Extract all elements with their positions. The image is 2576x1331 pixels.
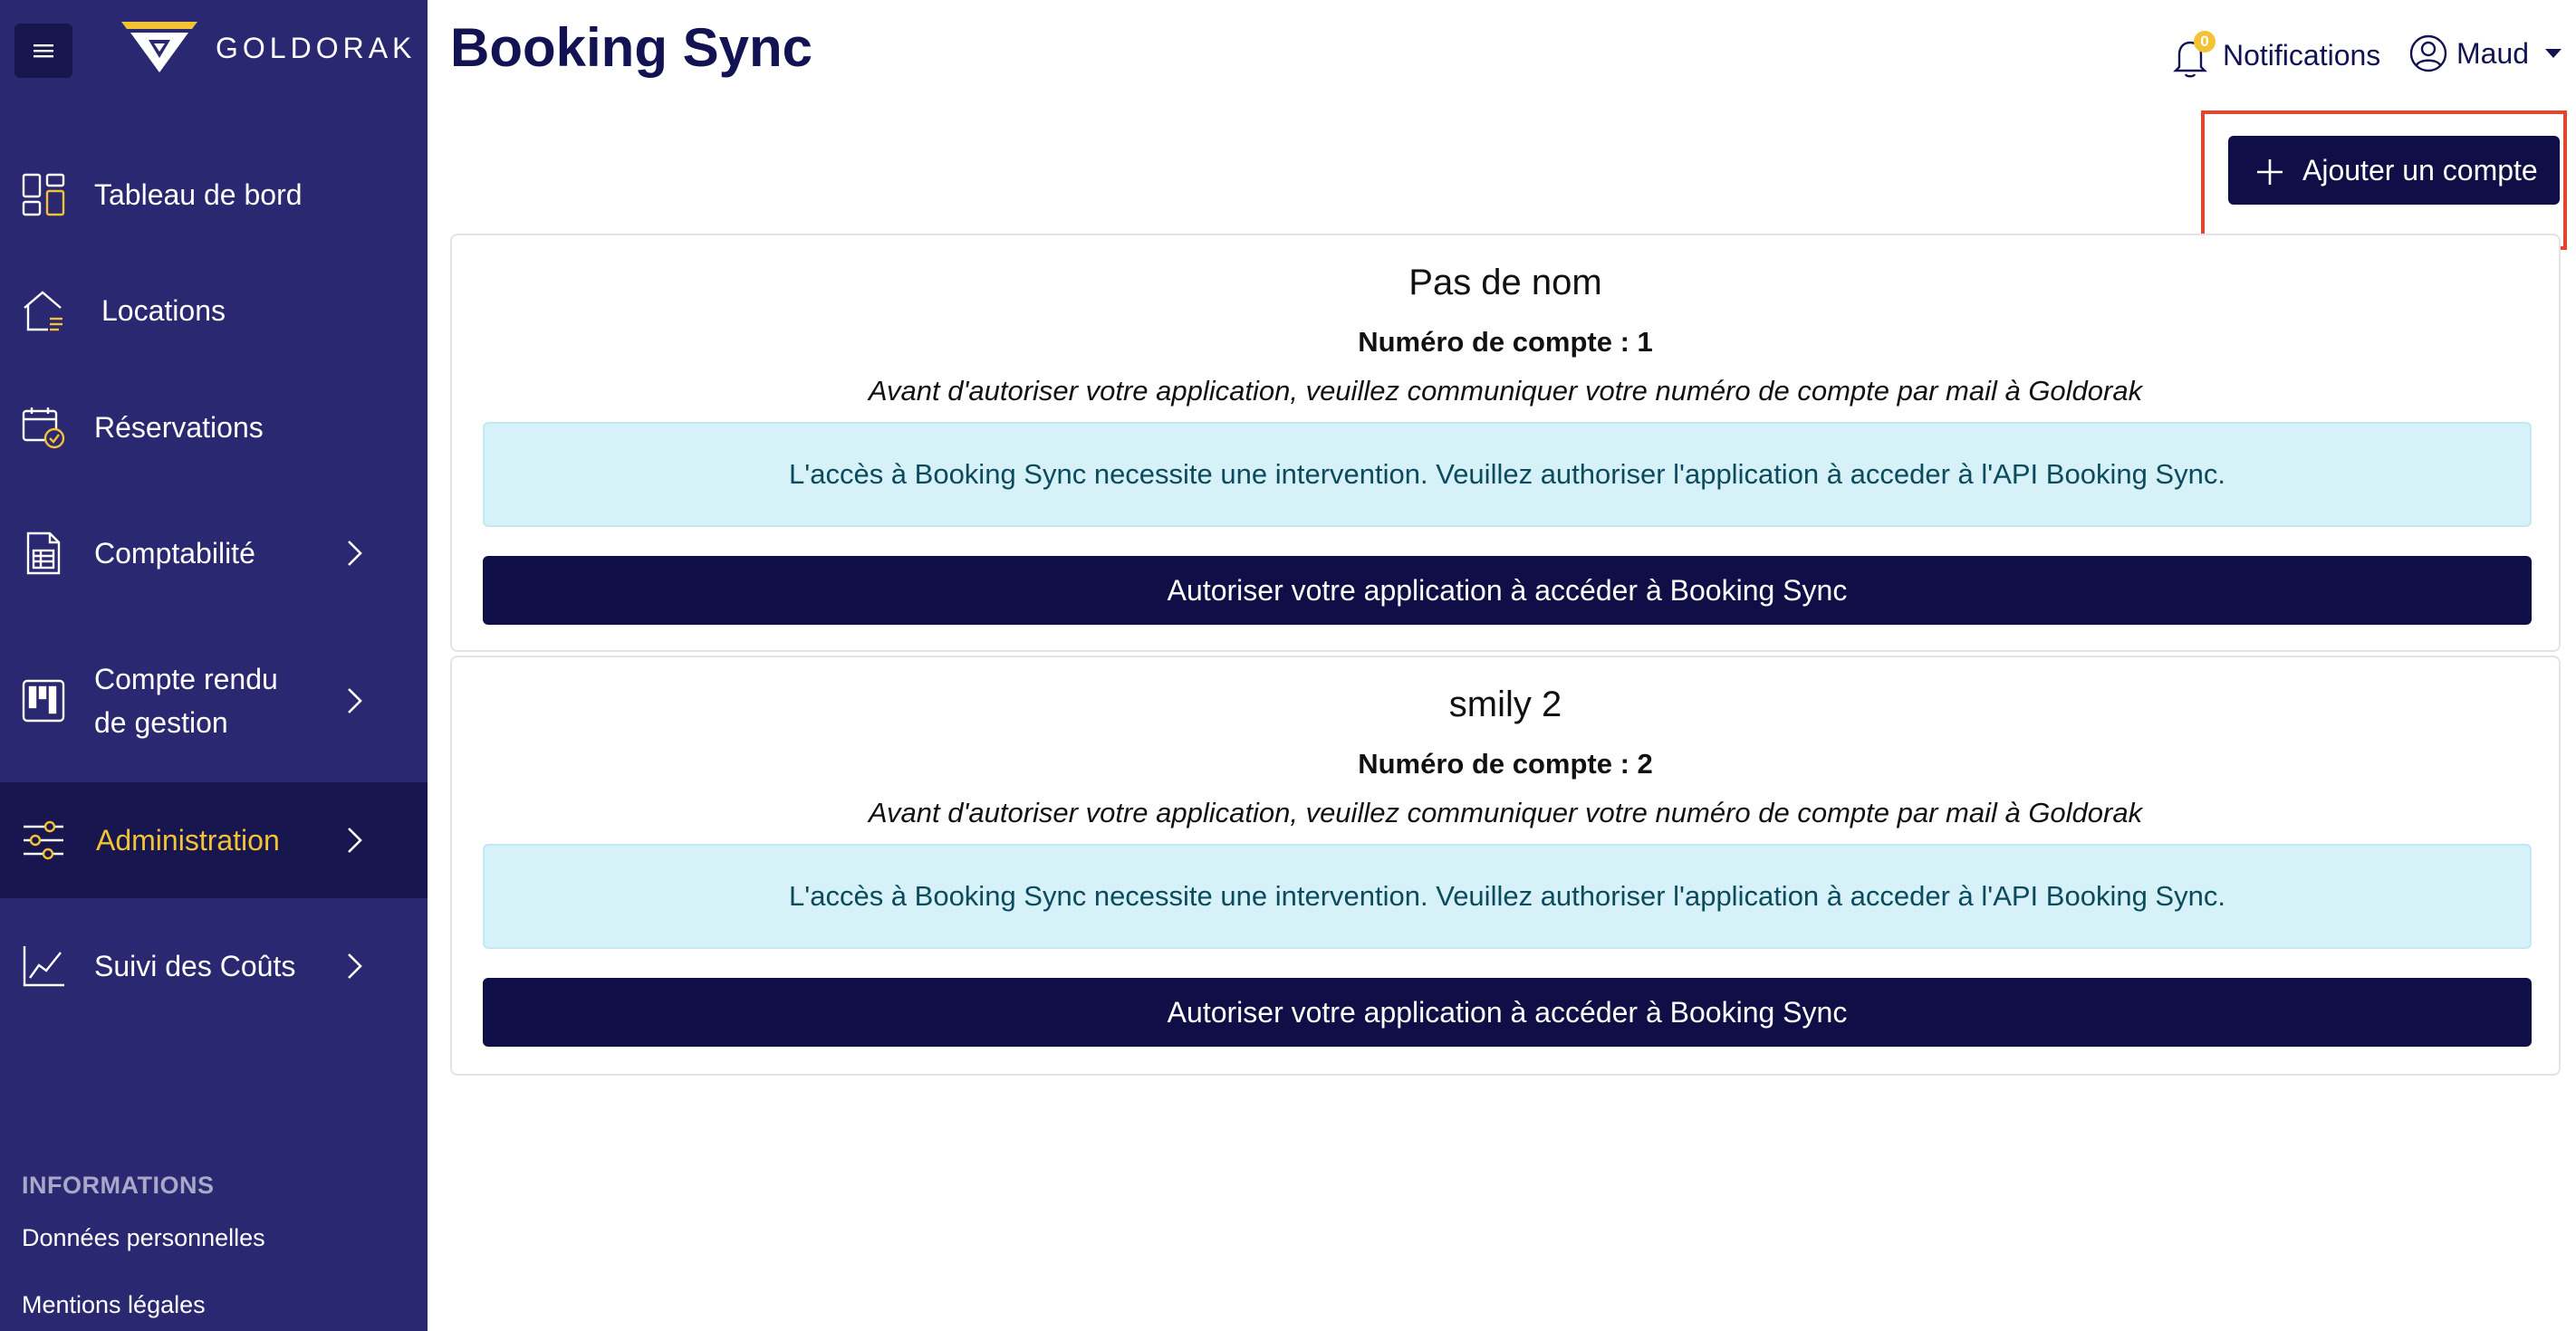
home-icon: [20, 287, 67, 334]
notifications-label: Notifications: [2223, 38, 2381, 72]
account-name: smily 2: [1448, 685, 1562, 724]
account-number: Numéro de compte : 1: [1358, 326, 1653, 358]
sidebar-item-label-line2: de gestion: [94, 706, 228, 739]
authorize-booking-sync-button[interactable]: Autoriser votre application à accéder à Booking Sync: [483, 978, 2532, 1047]
sliders-icon: [20, 817, 67, 864]
spreadsheet-icon: [20, 530, 67, 577]
sidebar-item-suivi-couts[interactable]: [0, 943, 428, 989]
chevron-right-icon: [342, 825, 366, 856]
account-note: Avant d'autoriser votre application, veuillez communiquer votre numéro de compte par mail à Goldorak: [868, 375, 2143, 407]
info-section-title: INFORMATIONS: [22, 1172, 215, 1199]
menu-toggle-button[interactable]: [14, 24, 72, 78]
sidebar: [0, 0, 428, 1331]
notifications-button[interactable]: [2172, 31, 2380, 80]
notification-count-badge: 0: [2194, 31, 2216, 53]
account-note: Avant d'autoriser votre application, veuillez communiquer votre numéro de compte par mail à Goldorak: [868, 797, 2143, 828]
sidebar-item-locations[interactable]: [0, 288, 428, 333]
dashboard-icon: [20, 171, 67, 218]
sidebar-item-comptabilite[interactable]: [0, 531, 428, 576]
sidebar-item-label-line1: Compte rendu: [94, 663, 278, 695]
legal-notice-link[interactable]: Mentions légales: [22, 1291, 206, 1318]
user-avatar-icon: [2409, 34, 2447, 72]
chevron-right-icon: [342, 685, 366, 716]
personal-data-link[interactable]: Données personnelles: [22, 1224, 265, 1251]
page-title: Booking Sync: [450, 17, 813, 78]
add-account-button[interactable]: [2228, 136, 2560, 205]
hamburger-icon: [34, 43, 53, 59]
brand-name: GOLDORAK: [216, 31, 417, 64]
sidebar-item-dashboard[interactable]: [0, 172, 428, 217]
info-alert: L'accès à Booking Sync necessite une intervention. Veuillez authoriser l'application à acceder à l'API Booking Sync.: [483, 844, 2532, 949]
chevron-right-icon: [342, 951, 366, 981]
add-account-label: Ajouter un compte: [2302, 154, 2538, 187]
user-name: Maud: [2456, 36, 2530, 70]
caret-down-icon: [2545, 49, 2562, 58]
goldorak-logo-icon: [121, 22, 197, 74]
sidebar-item-label: Administration: [96, 824, 280, 857]
calendar-check-icon: [20, 404, 67, 451]
chevron-right-icon: [342, 538, 366, 569]
account-card: [450, 234, 2561, 652]
info-alert: L'accès à Booking Sync necessite une intervention. Veuillez authoriser l'application à acceder à l'API Booking Sync.: [483, 422, 2532, 527]
sidebar-item-administration[interactable]: [0, 782, 428, 898]
sidebar-item-label: Tableau de bord: [94, 178, 303, 211]
sidebar-item-reservations[interactable]: [0, 405, 428, 450]
line-chart-icon: [20, 943, 67, 990]
sidebar-item-label: Suivi des Coûts: [94, 950, 296, 982]
brand-logo[interactable]: [121, 22, 416, 74]
plus-icon: [2255, 158, 2284, 187]
user-menu[interactable]: [2409, 34, 2562, 72]
sidebar-item-compte-rendu[interactable]: [0, 657, 428, 744]
authorize-booking-sync-button[interactable]: Autoriser votre application à accéder à Booking Sync: [483, 556, 2532, 625]
sidebar-item-label: Comptabilité: [94, 537, 255, 570]
report-icon: [20, 677, 67, 724]
sidebar-item-label: Réservations: [94, 411, 264, 444]
account-number: Numéro de compte : 2: [1358, 748, 1653, 780]
sidebar-item-label: Locations: [101, 294, 226, 327]
account-card: [450, 656, 2561, 1076]
account-name: Pas de nom: [1408, 263, 1602, 302]
